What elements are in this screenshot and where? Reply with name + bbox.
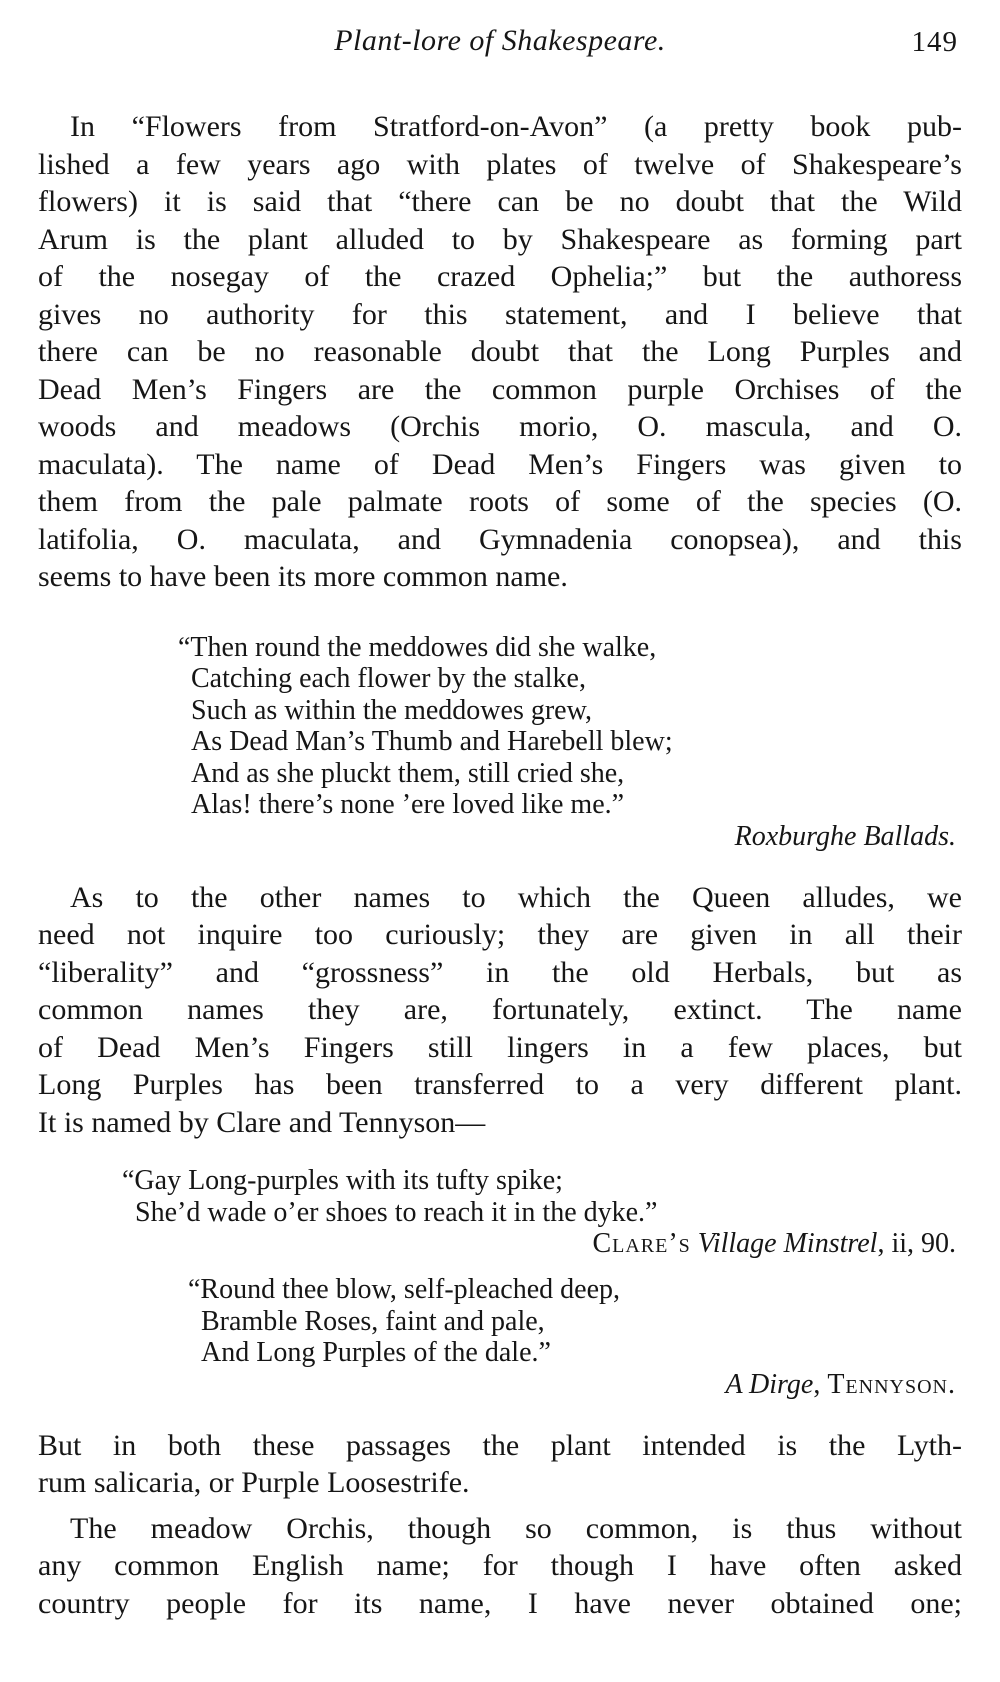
citation-title: A Dirge <box>725 1368 814 1400</box>
text-line: “liberality” and “grossness” in the old Herbals, but as <box>38 955 962 989</box>
verse-line: She’d wade o’er shoes to reach it in the dyke.” <box>135 1196 658 1228</box>
paragraph <box>38 1510 962 1623</box>
citation-separator: , <box>813 1368 828 1400</box>
verse-line: “Round thee blow, self-pleached deep, <box>188 1274 621 1305</box>
verse-quote <box>188 1274 962 1369</box>
text-line: Arum is the plant alluded to by Shakespeare as forming part <box>38 222 962 256</box>
verse-line: Alas! there’s none ’ere loved like me.” <box>191 789 625 820</box>
text-line: maculata). The name of Dead Men’s Fingers was given to <box>38 447 962 481</box>
text-line: latifolia, O. maculata, and Gymnadenia conopsea), and this <box>38 522 962 556</box>
text-line: gives no authority for this statement, and I believe that <box>38 297 962 331</box>
verse-line: Bramble Roses, faint and pale, <box>201 1305 545 1337</box>
text-line: them from the pale palmate roots of some of the species (O. <box>38 485 962 518</box>
text-line: But in both these passages the plant intended is the Lyth- <box>38 1428 962 1462</box>
citation <box>38 1228 962 1260</box>
text-line: country people for its name, I have never obtained one; <box>38 1586 962 1620</box>
citation-title: Village Minstrel <box>697 1228 878 1259</box>
verse-line: “Then round the meddowes did she walke, <box>178 631 657 663</box>
paragraph <box>38 1427 962 1502</box>
verse-quote <box>178 632 962 821</box>
text-line: lished a few years ago with plates of twelve of Shakespeare’s <box>38 147 962 181</box>
page-number: 149 <box>911 26 958 58</box>
citation-title: Roxburghe Ballads. <box>734 820 956 852</box>
paragraph <box>38 108 962 596</box>
text-line: seems to have been its more common name. <box>38 560 568 593</box>
verse-line: Such as within the meddowes grew, <box>191 694 592 726</box>
text-line: any common English name; for though I have often asked <box>38 1549 962 1582</box>
verse-line: And Long Purples of the dale.” <box>201 1337 551 1368</box>
citation <box>38 1369 962 1401</box>
book-page <box>38 18 962 1622</box>
text-line: woods and meadows (Orchis morio, O. mascula, and O. <box>38 410 962 443</box>
text-line: flowers) it is said that “there can be no doubt that the Wild <box>38 185 962 218</box>
text-line: The meadow Orchis, though so common, is thus without <box>70 1511 962 1545</box>
verse-line: And as she pluckt them, still cried she, <box>191 757 625 789</box>
text-line: there can be no reasonable doubt that the Long Purples and <box>38 335 962 368</box>
text-line: common names they are, fortunately, extinct. The name <box>38 993 962 1026</box>
citation-reference: , ii, 90. <box>877 1228 956 1259</box>
citation-author: Tennyson. <box>827 1368 956 1400</box>
text-line: Dead Men’s Fingers are the common purple Orchises of the <box>38 372 962 406</box>
text-line: It is named by Clare and Tennyson— <box>38 1105 486 1139</box>
text-line: need not inquire too curiously; they are given in all their <box>38 918 962 951</box>
text-line: As to the other names to which the Queen alludes, we <box>70 880 962 914</box>
citation-author: Clare’s <box>592 1228 691 1259</box>
running-title: Plant-lore of Shakespeare. <box>334 24 666 57</box>
text-line: of the nosegay of the crazed Ophelia;” but the authoress <box>38 260 962 293</box>
verse-line: Catching each flower by the stalke, <box>191 663 586 694</box>
running-head <box>38 18 962 66</box>
text-line: of Dead Men’s Fingers still lingers in a few places, but <box>38 1030 962 1064</box>
text-line: In “Flowers from Stratford-on-Avon” (a pretty book pub- <box>70 110 962 143</box>
verse-line: As Dead Man’s Thumb and Harebell blew; <box>191 726 673 757</box>
verse-quote <box>122 1165 962 1228</box>
citation <box>38 821 962 853</box>
paragraph <box>38 879 962 1142</box>
text-line: Long Purples has been transferred to a very different plant. <box>38 1068 962 1101</box>
text-line: rum salicaria, or Purple Loosestrife. <box>38 1466 470 1499</box>
verse-line: “Gay Long-purples with its tufty spike; <box>122 1165 563 1196</box>
